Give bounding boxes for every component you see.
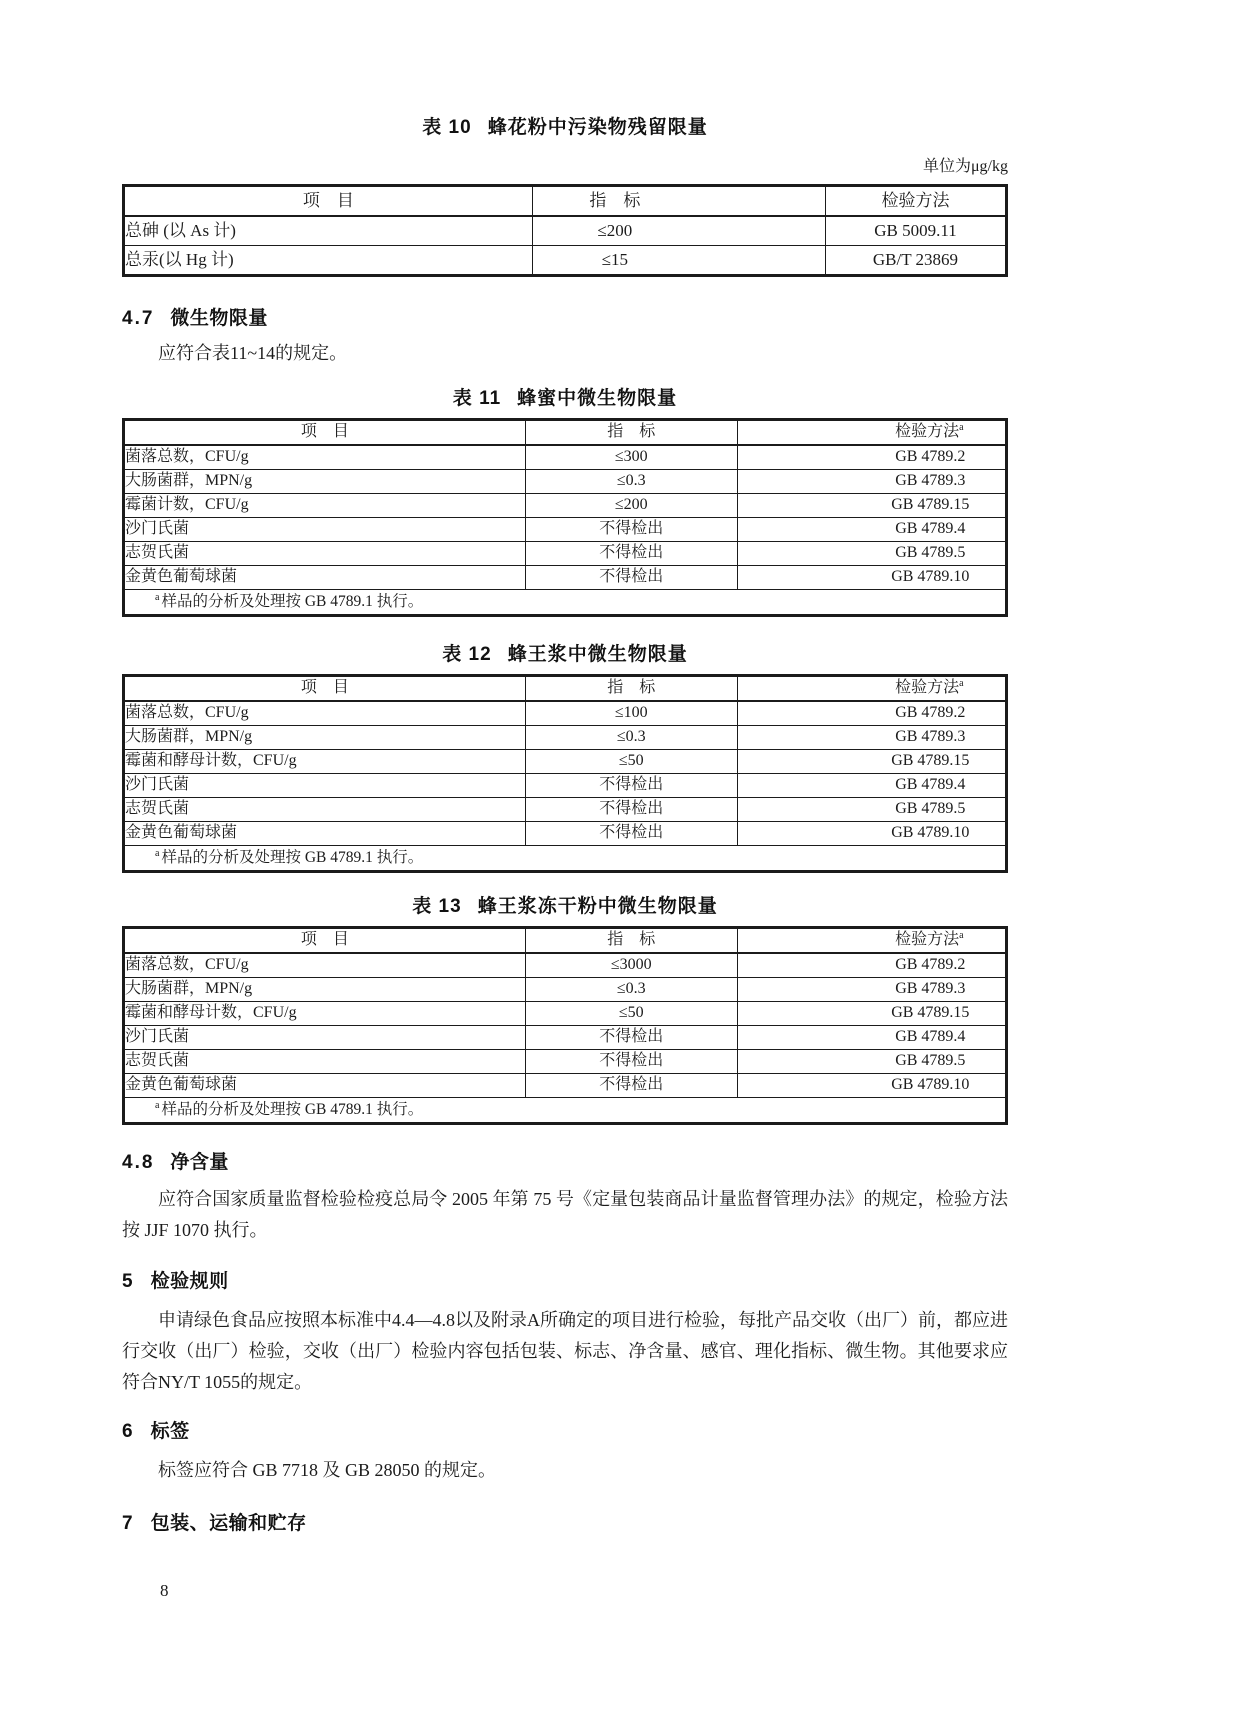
limit-cell: 不得检出 <box>525 518 737 542</box>
footnote-marker: a <box>155 1099 160 1111</box>
method-cell: GB 4789.15 <box>737 750 1006 774</box>
section-4-7-heading <box>122 303 1008 330</box>
table11-header-method <box>737 420 1006 446</box>
method-cell: GB 4789.4 <box>737 518 1006 542</box>
table12-footnote-row <box>124 846 1007 872</box>
table13-row <box>124 1002 1007 1026</box>
item-cell: 菌落总数，CFU/g <box>124 953 526 978</box>
table13-row <box>124 978 1007 1002</box>
table11-row <box>124 470 1007 494</box>
table12-caption-title: 蜂王浆中微生物限量 <box>507 644 688 665</box>
item-cell: 金黄色葡萄球菌 <box>124 1074 526 1098</box>
limit-cell: 不得检出 <box>525 542 737 566</box>
section-number: 6 <box>122 1421 135 1442</box>
limit-cell: 不得检出 <box>525 822 737 846</box>
table10-row <box>124 216 1007 246</box>
limit-cell: 不得检出 <box>525 1074 737 1098</box>
header-method-label: 检验方法 <box>895 423 960 441</box>
footnote-text: 样品的分析及处理按 GB 4789.1 执行。 <box>161 593 424 611</box>
item-cell: 菌落总数，CFU/g <box>124 445 526 470</box>
section-number: 5 <box>122 1271 135 1292</box>
method-cell: GB 4789.2 <box>737 953 1006 978</box>
section-6-heading <box>122 1416 1008 1443</box>
footnote-marker: a <box>959 421 964 433</box>
table10 <box>122 184 1008 277</box>
section-number: 4.7 <box>122 308 155 329</box>
limit-cell: ≤0.3 <box>525 470 737 494</box>
item-cell: 沙门氏菌 <box>124 518 526 542</box>
table11-header-row <box>124 420 1007 446</box>
table12 <box>122 674 1008 873</box>
header-method-label: 检验方法 <box>895 679 960 697</box>
table13-caption-label: 表 13 <box>412 896 462 917</box>
table-footnote <box>124 846 1007 872</box>
table11-row <box>124 494 1007 518</box>
footnote-marker: a <box>155 591 160 603</box>
table10-caption-title: 蜂花粉中污染物残留限量 <box>487 117 708 138</box>
item-cell: 大肠菌群，MPN/g <box>124 470 526 494</box>
footnote-text: 样品的分析及处理按 GB 4789.1 执行。 <box>161 849 424 867</box>
method-cell: GB 4789.3 <box>737 978 1006 1002</box>
item-cell: 沙门氏菌 <box>124 774 526 798</box>
unit-note: 单位为μg/kg <box>922 158 1008 175</box>
footnote-marker: a <box>959 929 964 941</box>
method-cell: GB 4789.5 <box>737 1050 1006 1074</box>
table10-caption-label: 表 10 <box>422 117 472 138</box>
item-cell: 金黄色葡萄球菌 <box>124 566 526 590</box>
table13-caption <box>122 891 1008 918</box>
method-cell: GB 5009.11 <box>825 216 1006 246</box>
table12-caption-label: 表 12 <box>442 644 492 665</box>
table11-row <box>124 542 1007 566</box>
table11-caption-title: 蜂蜜中微生物限量 <box>517 388 678 409</box>
table11-header-item: 项 目 <box>124 420 526 446</box>
table12-row <box>124 701 1007 726</box>
section-7-heading <box>122 1508 1008 1535</box>
table10-header-item: 项 目 <box>124 186 533 217</box>
limit-cell: 不得检出 <box>525 1050 737 1074</box>
table12-header-row <box>124 676 1007 702</box>
table-footnote <box>124 1098 1007 1124</box>
table10-header-row <box>124 186 1007 217</box>
limit-cell: ≤3000 <box>525 953 737 978</box>
method-cell: GB 4789.3 <box>737 726 1006 750</box>
table10-header-method: 检验方法 <box>825 186 1006 217</box>
section-6-body: 标签应符合 GB 7718 及 GB 28050 的规定。 <box>158 1460 497 1480</box>
table11-caption <box>122 383 1008 410</box>
section-4-8-body: 应符合国家质量监督检验检疫总局令 2005 年第 75 号《定量包装商品计量监督管理办法》的规定，检验方法按 JJF 1070 执行。 <box>122 1189 1008 1240</box>
limit-cell: ≤15 <box>532 246 825 276</box>
section-title: 标签 <box>150 1421 190 1442</box>
section-number: 7 <box>122 1513 135 1534</box>
item-cell: 菌落总数，CFU/g <box>124 701 526 726</box>
method-cell: GB 4789.2 <box>737 701 1006 726</box>
footnote-marker: a <box>155 847 160 859</box>
item-cell: 霉菌和酵母计数，CFU/g <box>124 750 526 774</box>
method-cell: GB 4789.10 <box>737 566 1006 590</box>
limit-cell: ≤0.3 <box>525 726 737 750</box>
method-cell: GB 4789.4 <box>737 1026 1006 1050</box>
item-cell: 总砷 (以 As 计) <box>124 216 533 246</box>
table12-caption <box>122 639 1008 666</box>
table13-row <box>124 1074 1007 1098</box>
section-title: 检验规则 <box>150 1271 229 1292</box>
table11-header-limit: 指 标 <box>525 420 737 446</box>
method-cell: GB 4789.10 <box>737 1074 1006 1098</box>
table13-header-limit: 指 标 <box>525 928 737 954</box>
table13-header-row <box>124 928 1007 954</box>
table11-row <box>124 518 1007 542</box>
table13-row <box>124 1026 1007 1050</box>
table13-row <box>124 1050 1007 1074</box>
table12-header-method <box>737 676 1006 702</box>
section-title: 净含量 <box>170 1152 229 1173</box>
table12-row <box>124 750 1007 774</box>
limit-cell: ≤50 <box>525 1002 737 1026</box>
method-cell: GB 4789.10 <box>737 822 1006 846</box>
page-content <box>122 112 1008 1601</box>
page-number: 8 <box>160 1581 169 1600</box>
table12-row <box>124 726 1007 750</box>
table11-row <box>124 566 1007 590</box>
section-4-8-heading <box>122 1147 1008 1174</box>
table-footnote <box>124 590 1007 616</box>
method-cell: GB 4789.4 <box>737 774 1006 798</box>
table11-row <box>124 445 1007 470</box>
table12-row <box>124 774 1007 798</box>
method-cell: GB 4789.2 <box>737 445 1006 470</box>
method-cell: GB 4789.15 <box>737 494 1006 518</box>
table13-header-item: 项 目 <box>124 928 526 954</box>
limit-cell: 不得检出 <box>525 1026 737 1050</box>
header-method-label: 检验方法 <box>895 931 960 949</box>
section-number: 4.8 <box>122 1152 155 1173</box>
table13-caption-title: 蜂王浆冻干粉中微生物限量 <box>477 896 718 917</box>
limit-cell: ≤100 <box>525 701 737 726</box>
item-cell: 大肠菌群，MPN/g <box>124 726 526 750</box>
limit-cell: ≤300 <box>525 445 737 470</box>
footnote-text: 样品的分析及处理按 GB 4789.1 执行。 <box>161 1101 424 1119</box>
item-cell: 霉菌和酵母计数，CFU/g <box>124 1002 526 1026</box>
limit-cell: 不得检出 <box>525 798 737 822</box>
limit-cell: 不得检出 <box>525 774 737 798</box>
table13 <box>122 926 1008 1125</box>
item-cell: 志贺氏菌 <box>124 542 526 566</box>
section-4-7-body: 应符合表11~14的规定。 <box>158 343 348 363</box>
method-cell: GB/T 23869 <box>825 246 1006 276</box>
item-cell: 金黄色葡萄球菌 <box>124 822 526 846</box>
table13-footnote-row <box>124 1098 1007 1124</box>
limit-cell: ≤200 <box>532 216 825 246</box>
item-cell: 总汞(以 Hg 计) <box>124 246 533 276</box>
limit-cell: ≤0.3 <box>525 978 737 1002</box>
section-5-heading <box>122 1266 1008 1293</box>
method-cell: GB 4789.3 <box>737 470 1006 494</box>
table12-row <box>124 798 1007 822</box>
table11 <box>122 418 1008 617</box>
table12-row <box>124 822 1007 846</box>
section-5-body: 申请绿色食品应按照本标准中4.4—4.8以及附录A所确定的项目进行检验，每批产品交收（出厂）前，都应进行交收（出厂）检验，交收（出厂）检验内容包括包装、标志、净含量、感官、理化指标、微生物。其他要求应符合NY/T 1055的规定。 <box>122 1310 1008 1392</box>
table12-header-item: 项 目 <box>124 676 526 702</box>
table10-header-limit: 指 标 <box>532 186 825 217</box>
section-title: 微生物限量 <box>170 308 268 329</box>
method-cell: GB 4789.5 <box>737 542 1006 566</box>
table10-caption <box>122 112 1008 139</box>
table11-footnote-row <box>124 590 1007 616</box>
item-cell: 志贺氏菌 <box>124 1050 526 1074</box>
item-cell: 霉菌计数，CFU/g <box>124 494 526 518</box>
table11-caption-label: 表 11 <box>452 388 502 409</box>
footnote-marker: a <box>959 677 964 689</box>
item-cell: 志贺氏菌 <box>124 798 526 822</box>
limit-cell: 不得检出 <box>525 566 737 590</box>
table13-row <box>124 953 1007 978</box>
table10-row <box>124 246 1007 276</box>
section-title: 包装、运输和贮存 <box>150 1513 307 1534</box>
table13-header-method <box>737 928 1006 954</box>
method-cell: GB 4789.5 <box>737 798 1006 822</box>
item-cell: 沙门氏菌 <box>124 1026 526 1050</box>
limit-cell: ≤50 <box>525 750 737 774</box>
item-cell: 大肠菌群，MPN/g <box>124 978 526 1002</box>
method-cell: GB 4789.15 <box>737 1002 1006 1026</box>
limit-cell: ≤200 <box>525 494 737 518</box>
table12-header-limit: 指 标 <box>525 676 737 702</box>
